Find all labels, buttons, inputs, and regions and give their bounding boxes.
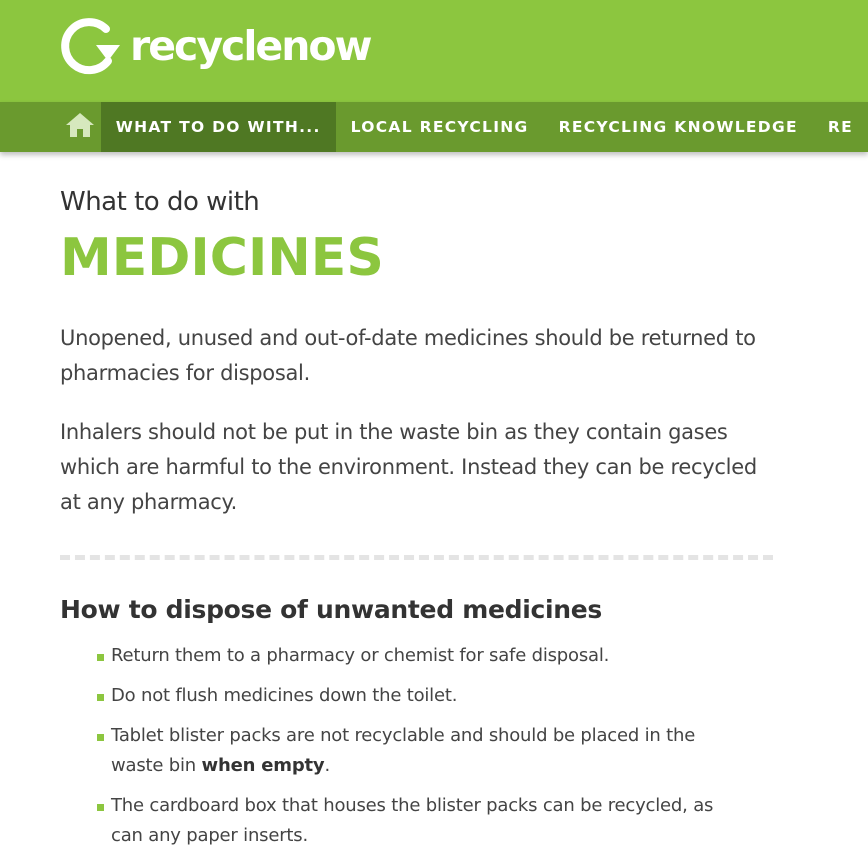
list-item — [97, 641, 747, 671]
list-item-text: The cardboard box that houses the blister packs can be recycled, as can any paper inserts. — [111, 795, 714, 846]
bullet-icon — [97, 734, 104, 741]
list-item — [97, 721, 747, 781]
disposal-list — [97, 641, 747, 851]
recycle-arrow-icon — [58, 17, 124, 79]
list-item-emphasis: when empty — [201, 755, 325, 776]
list-item — [97, 681, 747, 711]
intro-paragraph: Unopened, unused and out-of-date medicines should be returned to pharmacies for disposal. — [60, 326, 756, 385]
section-divider — [60, 555, 773, 560]
main-content — [60, 186, 780, 861]
site-logo[interactable] — [58, 16, 370, 80]
nav-item-truncated[interactable]: RE — [827, 118, 853, 136]
bullet-icon — [97, 804, 104, 811]
list-item-text: Tablet blister packs are not recyclable and should be placed in the waste bin — [111, 725, 696, 776]
list-item-text: Do not flush medicines down the toilet. — [111, 685, 458, 706]
list-item-text: Return them to a pharmacy or chemist for safe disposal. — [111, 645, 610, 666]
nav-home-button[interactable] — [60, 102, 101, 152]
inhaler-paragraph: Inhalers should not be put in the waste bin as they contain gases which are harmful to the environment. Instead they can be recycled at any pharmacy. — [60, 420, 757, 514]
bullet-icon — [97, 654, 104, 661]
site-header — [0, 0, 868, 102]
brand-name: recyclenow — [130, 21, 371, 70]
nav-item-recycling-knowledge[interactable]: RECYCLING KNOWLEDGE — [558, 118, 798, 136]
list-item — [97, 791, 747, 851]
list-item-text-end: . — [324, 755, 330, 776]
nav-item-local-recycling[interactable]: LOCAL RECYCLING — [350, 118, 529, 136]
main-nav — [0, 102, 868, 152]
page-title: MEDICINES — [60, 228, 384, 288]
disposal-heading: How to dispose of unwanted medicines — [60, 595, 602, 624]
home-icon — [65, 111, 95, 144]
nav-item-what-to-do-with[interactable]: WHAT TO DO WITH... — [101, 102, 336, 152]
page-kicker: What to do with — [60, 187, 260, 217]
bullet-icon — [97, 694, 104, 701]
